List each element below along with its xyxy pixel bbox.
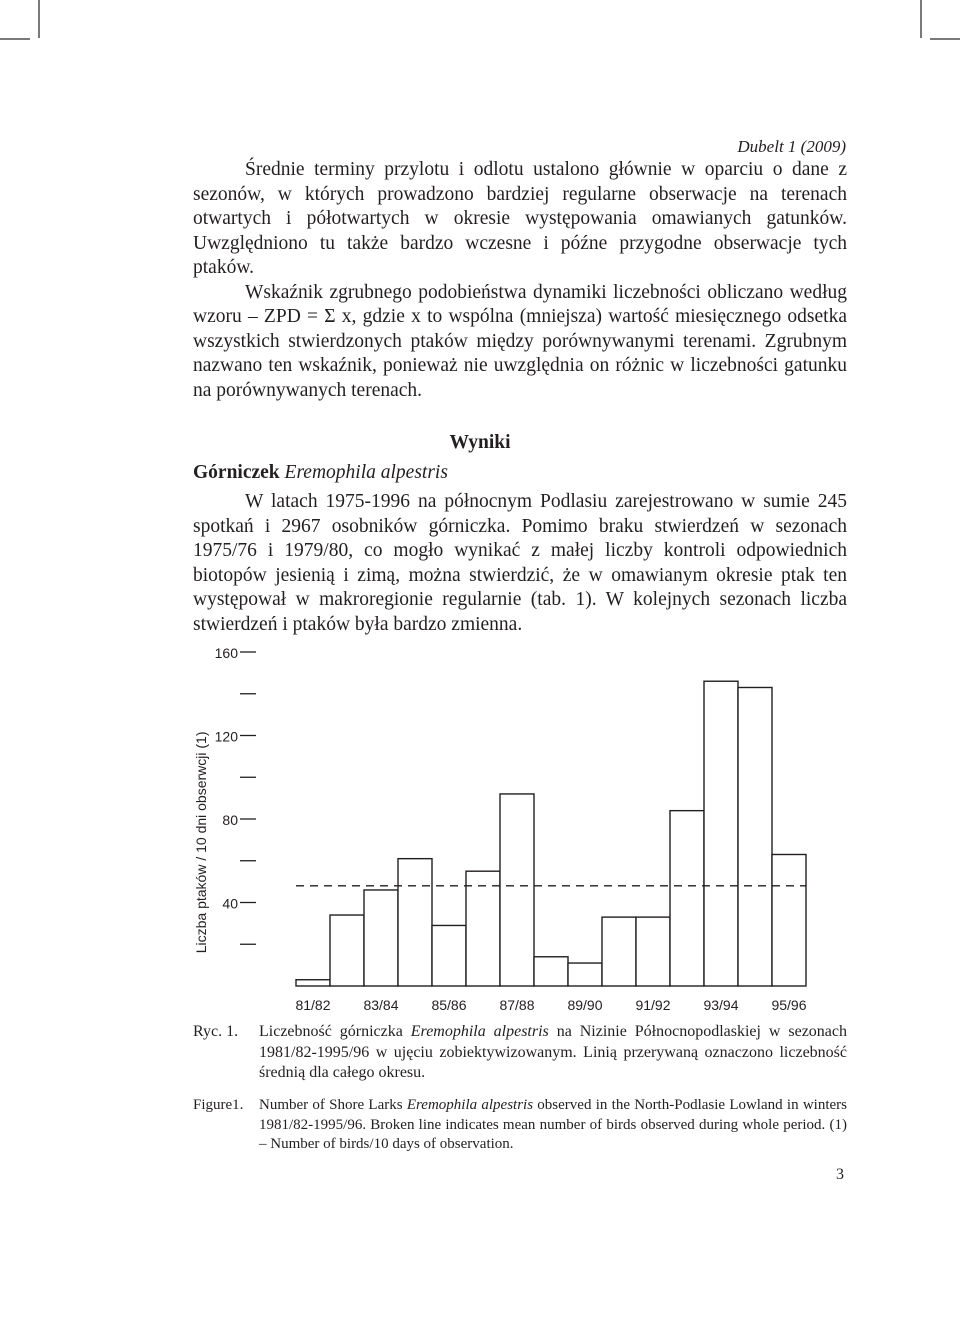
- bar-82-83: [330, 915, 364, 986]
- caption-pl-label: Ryc. 1.: [193, 1023, 239, 1040]
- bar-chart-shore-lark: [180, 640, 840, 1020]
- y-axis-title: Liczba ptaków / 10 dni obserwcji (1): [193, 731, 209, 954]
- species-latin-name: Eremophila alpestris: [284, 462, 448, 483]
- bar-85-86: [432, 925, 466, 986]
- x-tick-label: 83/84: [363, 997, 399, 1013]
- caption-en-text-a: Number of Shore Larks: [259, 1097, 407, 1113]
- section-title-results: Wyniki: [449, 432, 511, 453]
- bar-90-91: [602, 917, 636, 986]
- species-heading: [193, 462, 448, 484]
- caption-en-latin: Eremophila alpestris: [406, 1097, 534, 1113]
- bar-84-85: [398, 859, 432, 986]
- caption-pl-text-a: Liczebność górniczka: [259, 1023, 411, 1040]
- crop-mark-right-h: [930, 38, 960, 40]
- bar-89-90: [568, 963, 602, 986]
- x-tick-label: 91/92: [635, 997, 671, 1013]
- results-paragraph: W latach 1975-1996 na północnym Podlasiu zarejestrowano w sumie 245 spotkań i 2967 osobników górniczka. Pomimo braku stwierdzeń w sezonach 1975/76 i 1979/80, co mogło wynikać z małej liczby kontroli odpowiednich biotopów jesienią i zimą, można stwierdzić, że w omawianym okresie ptak ten występował w makroregionie regularnie (tab. 1). W kolejnych sezonach liczba stwierdzeń i ptaków była bardzo zmienna.: [193, 491, 847, 635]
- bar-93-94: [704, 681, 738, 986]
- species-name: Górniczek: [193, 462, 280, 483]
- bar-91-92: [636, 917, 670, 986]
- caption-pl-latin: Eremophila alpestris: [410, 1023, 549, 1040]
- methods-paragraph-2: Wskaźnik zgrubnego podobieństwa dynamiki liczebności obliczano według wzoru – ZPD = Σ x, gdzie x to wspólna (mniejsza) wartość miesięcznego odsetka wszystkich stwierdzonych ptaków między porównywanymi terenami. Zgrubnym nazwano ten wskaźnik, ponieważ nie uwzględnia on różnic w liczebności gatunku na porównywanych terenach.: [193, 281, 847, 401]
- crop-mark-left-v: [38, 0, 40, 38]
- crop-mark-right-v: [920, 0, 922, 38]
- caption-en-label: Figure1.: [193, 1097, 244, 1113]
- bar-88-89: [534, 957, 568, 986]
- methods-section: [193, 158, 847, 403]
- y-tick-label: 40: [222, 895, 238, 912]
- x-tick-label: 81/82: [295, 997, 331, 1013]
- bar-87-88: [500, 794, 534, 986]
- crop-mark-left-h: [0, 38, 30, 40]
- page-number: 3: [836, 1166, 844, 1183]
- caption-pl-text-b: na Nizinie Północnopodlaskiej w sezonach 1981/82-1995/96 w ujęciu zobiektywizowanym. Linią przerywaną oznaczono liczebność średnią dla całego okresu.: [259, 1023, 847, 1081]
- figure-caption-polish: [193, 1022, 847, 1084]
- bar-92-93: [670, 811, 704, 986]
- y-tick-label: 80: [222, 812, 238, 828]
- bar-86-87: [466, 871, 500, 986]
- methods-paragraph-1: Średnie terminy przylotu i odlotu ustalono głównie w oparciu o dane z sezonów, w których prowadzono bardziej regularne obserwacje na terenach otwartych i półotwartych w okresie występowania omawianych gatunków. Uwzględniono tu także bardzo wczesne i późne przygodne obserwacje tych ptaków.: [193, 159, 847, 278]
- x-tick-label: 93/94: [703, 997, 739, 1013]
- y-tick-label: 120: [214, 728, 238, 745]
- bar-83-84: [364, 890, 398, 986]
- figure-caption-english: [193, 1096, 847, 1155]
- results-section: [193, 490, 847, 637]
- caption-en-text-b: observed in the North-Podlasie Lowland in winters 1981/82-1995/96. Broken line indicates mean number of birds observed during whole period. (1) – Number of birds/10 days of observation.: [259, 1097, 847, 1152]
- x-tick-label: 87/88: [499, 997, 535, 1013]
- x-tick-label: 85/86: [431, 997, 467, 1013]
- x-tick-label: 89/90: [567, 997, 603, 1013]
- bar-94-95: [738, 687, 772, 986]
- bar-81-82: [296, 980, 330, 986]
- bar-95-96: [772, 854, 806, 986]
- running-head: Dubelt 1 (2009): [737, 137, 846, 156]
- y-tick-label: 160: [214, 645, 238, 661]
- x-tick-label: 95/96: [771, 997, 807, 1013]
